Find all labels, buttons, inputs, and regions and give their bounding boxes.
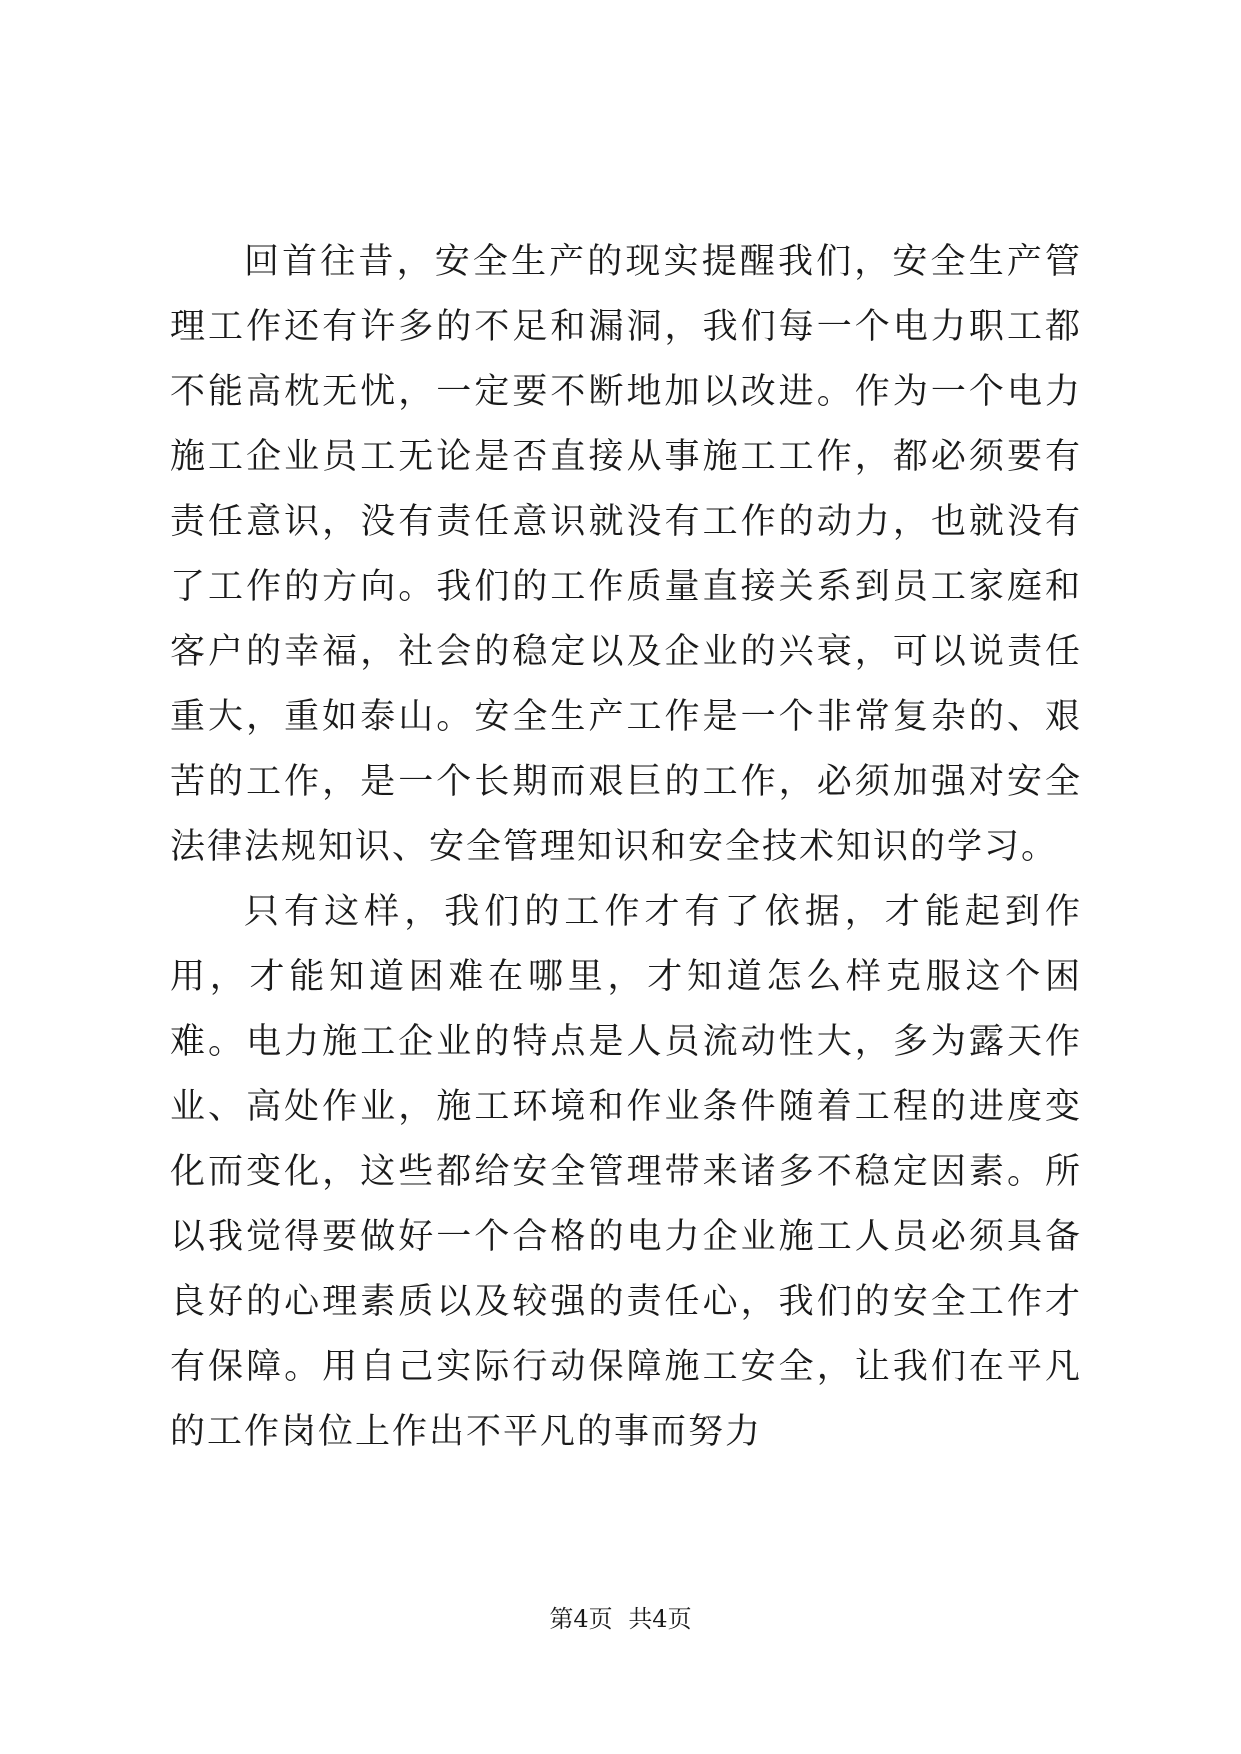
document-body xyxy=(170,230,1082,1465)
page-footer xyxy=(0,1604,1241,1634)
page-number: 第4页 xyxy=(549,1605,613,1633)
page-total: 共4页 xyxy=(628,1605,692,1633)
paragraph-2: 只有这样，我们的工作才有了依据，才能起到作用，才能知道困难在哪里，才知道怎么样克服这个困难。电力施工企业的特点是人员流动性大，多为露天作业、高处作业，施工环境和作业条件随着工程的进度变化而变化，这些都给安全管理带来诸多不稳定因素。所以我觉得要做好一个合格的电力企业施工人员必须具备良好的心理素质以及较强的责任心，我们的安全工作才有保障。用自己实际行动保障施工安全，让我们在平凡的工作岗位上作出不平凡的事而努力 xyxy=(170,892,1082,1452)
paragraph-1: 回首往昔，安全生产的现实提醒我们，安全生产管理工作还有许多的不足和漏洞，我们每一个电力职工都不能高枕无忧，一定要不断地加以改进。作为一个电力施工企业员工无论是否直接从事施工工作，都必须要有责任意识，没有责任意识就没有工作的动力，也就没有了工作的方向。我们的工作质量直接关系到员工家庭和客户的幸福，社会的稳定以及企业的兴衰，可以说责任重大，重如泰山。安全生产工作是一个非常复杂的、艰苦的工作，是一个长期而艰巨的工作，必须加强对安全法律法规知识、安全管理知识和安全技术知识的学习。 xyxy=(170,242,1082,867)
